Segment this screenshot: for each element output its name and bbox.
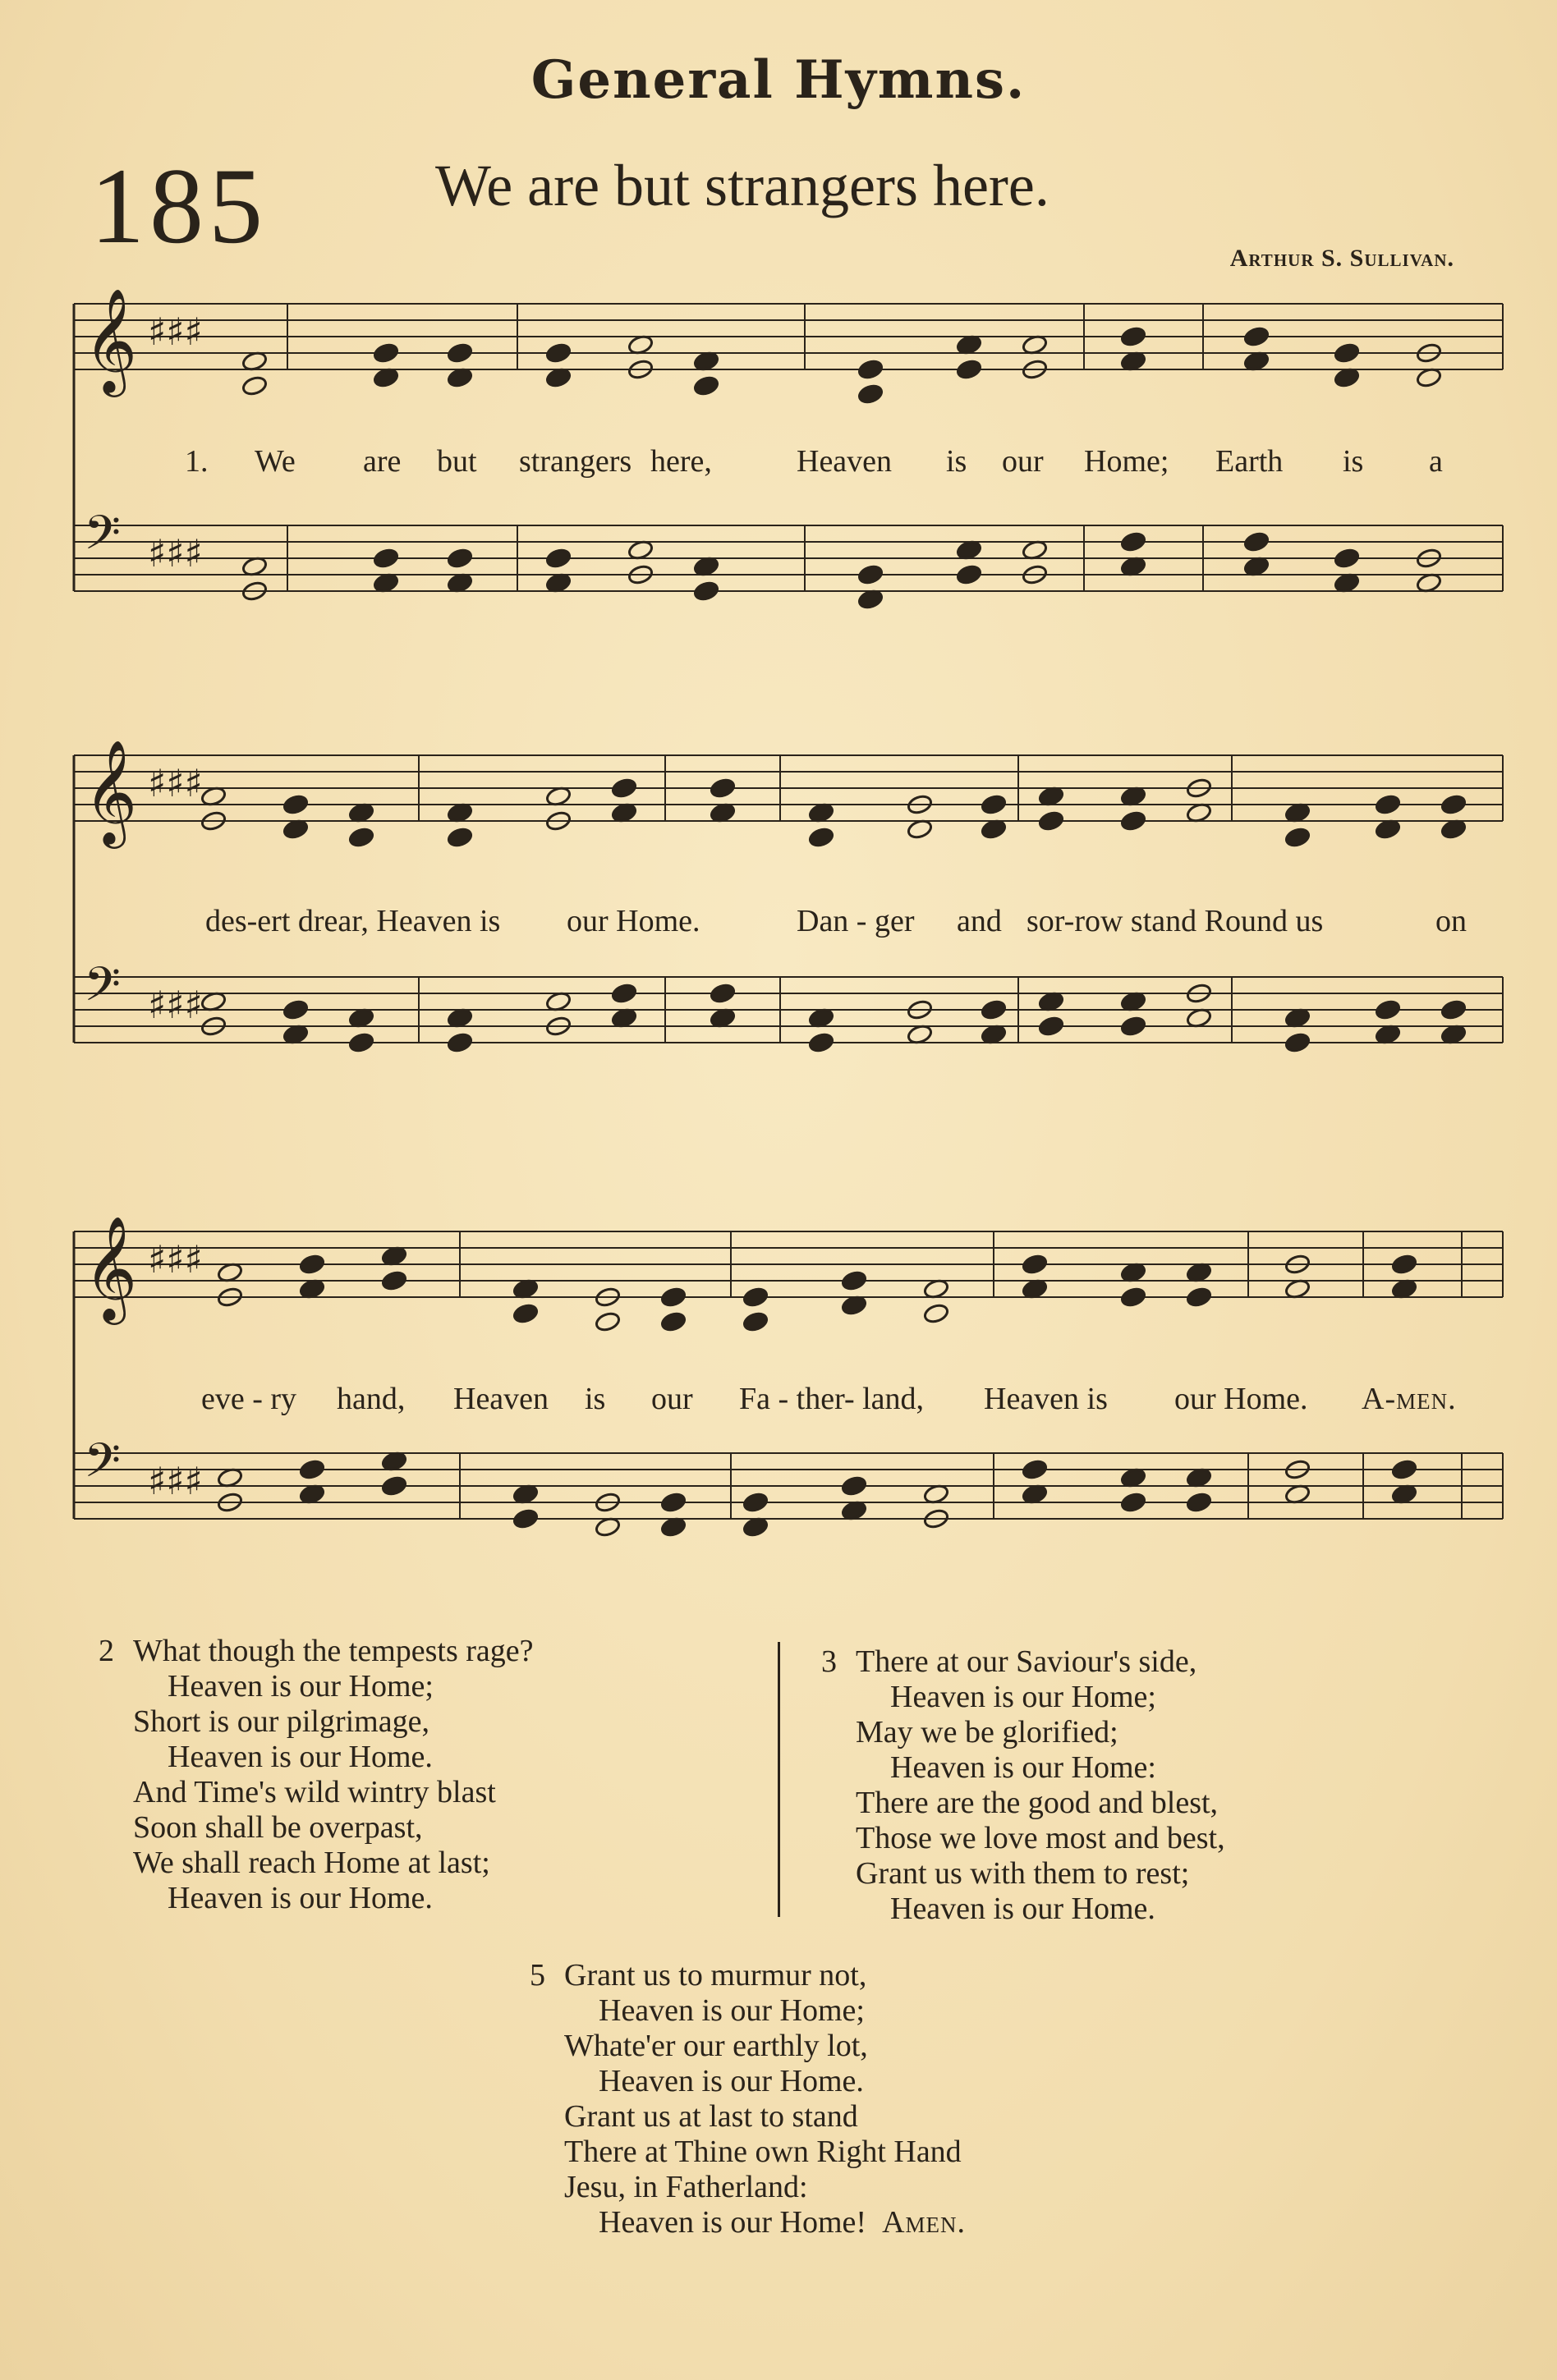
verse-number: 5	[530, 1958, 545, 1993]
note-head-icon	[956, 564, 982, 585]
note-head-icon	[857, 383, 884, 405]
note-head-icon	[595, 1311, 621, 1332]
verse-line: What though the tempests rage?	[133, 1634, 534, 1668]
note-head-icon	[1391, 1459, 1417, 1480]
note-head-icon	[742, 1286, 769, 1308]
lyric-syllable: Home;	[1084, 444, 1169, 479]
note-head-icon	[660, 1492, 687, 1513]
note-head-icon	[841, 1270, 867, 1291]
verse-line: Those we love most and best,	[856, 1821, 1225, 1855]
note-head-icon	[545, 342, 572, 364]
note-head-icon	[1120, 531, 1146, 553]
hymn-title: We are but strangers here.	[435, 153, 1049, 218]
bass-clef-icon: 𝄢	[84, 956, 122, 1024]
note-head-icon	[693, 580, 719, 602]
verse-line: May we be glorified;	[856, 1715, 1118, 1749]
note-head-icon	[1391, 1254, 1417, 1275]
note-head-icon	[447, 827, 473, 848]
lyric-syllable: eve - ry	[201, 1382, 297, 1416]
lyric-syllable: Earth	[1215, 444, 1284, 479]
note-head-icon	[1120, 326, 1146, 347]
note-head-icon	[1120, 1016, 1146, 1037]
note-head-icon	[710, 777, 736, 799]
note-head-icon	[1120, 1286, 1146, 1308]
verse-line: Heaven is our Home.	[599, 2064, 864, 2098]
lyric-syllable: are	[363, 444, 402, 479]
verse-line: Whate'er our earthly lot,	[564, 2029, 868, 2063]
note-head-icon	[447, 548, 473, 569]
verse-number: 3	[821, 1644, 837, 1679]
note-head-icon	[241, 375, 268, 397]
note-head-icon	[923, 1303, 949, 1324]
music-system-3	[66, 1190, 1511, 1576]
note-head-icon	[1375, 794, 1401, 815]
note-head-icon	[981, 794, 1007, 815]
note-head-icon	[1022, 1459, 1048, 1480]
note-head-icon	[282, 794, 309, 815]
note-head-icon	[373, 342, 399, 364]
music-system-1	[66, 279, 1511, 649]
hymn-number: 185	[90, 145, 268, 266]
lyric-syllable: Dan - ger	[797, 904, 915, 938]
key-signature-icon: ♯♯♯	[148, 1237, 203, 1282]
amen-label: Amen.	[882, 2205, 967, 2240]
verse-number: 2	[99, 1634, 114, 1668]
lyric-syllable: We	[255, 444, 296, 479]
lyric-syllable: and	[957, 904, 1002, 938]
verse-line: Heaven is our Home;	[890, 1680, 1156, 1714]
running-head: General Hymns.	[530, 49, 1027, 111]
treble-clef-icon: 𝄞	[84, 739, 138, 844]
lyric-syllable: sor-row stand Round us	[1027, 904, 1324, 938]
lyric-syllable: is	[585, 1382, 606, 1416]
key-signature-icon: ♯♯♯	[148, 310, 203, 354]
verse-line: Soon shall be overpast,	[133, 1810, 423, 1845]
amen-label: A-men.	[1362, 1382, 1457, 1416]
bass-clef-icon: 𝄢	[84, 505, 122, 572]
note-head-icon	[660, 1286, 687, 1308]
lyric-syllable: Fa - ther- land,	[739, 1382, 925, 1416]
note-head-icon	[660, 1311, 687, 1332]
verse-line: Heaven is our Home:	[890, 1750, 1156, 1785]
note-head-icon	[373, 548, 399, 569]
verse-line: We shall reach Home at last;	[133, 1846, 490, 1880]
note-head-icon	[282, 999, 309, 1020]
verse-line: Grant us to murmur not,	[564, 1958, 867, 1993]
note-head-icon	[1243, 326, 1270, 347]
verse-line: Heaven is our Home.	[890, 1892, 1155, 1926]
verse-line: Heaven is our Home.	[168, 1740, 433, 1774]
note-head-icon	[512, 1303, 539, 1324]
verse-line: Heaven is our Home;	[168, 1669, 434, 1704]
lyric-syllable: a	[1429, 444, 1443, 479]
lyric-syllable: strangers	[519, 444, 632, 479]
note-head-icon	[742, 1492, 769, 1513]
composer-credit: Arthur S. Sullivan.	[1229, 245, 1454, 272]
verse-5	[530, 1958, 966, 2240]
note-head-icon	[742, 1311, 769, 1332]
treble-clef-icon: 𝄞	[84, 287, 138, 392]
note-head-icon	[447, 1032, 473, 1053]
note-head-icon	[299, 1459, 325, 1480]
verse-3	[821, 1644, 1225, 1927]
note-head-icon	[611, 777, 637, 799]
lyric-syllable: our	[651, 1382, 693, 1416]
verse-column-divider	[778, 1642, 780, 1917]
note-head-icon	[381, 1475, 407, 1497]
bass-clef-icon: 𝄢	[84, 1433, 122, 1500]
note-head-icon	[1284, 827, 1311, 848]
verse-2	[99, 1634, 534, 1916]
lyric-syllable: our	[1002, 444, 1044, 479]
lyric-syllable: des-ert drear, Heaven is	[205, 904, 501, 938]
note-head-icon	[710, 983, 736, 1004]
verse-line: Grant us with them to rest;	[856, 1856, 1190, 1891]
verse-line: Short is our pilgrimage,	[133, 1704, 429, 1739]
note-head-icon	[1243, 531, 1270, 553]
lyric-syllable: Heaven	[453, 1382, 549, 1416]
note-head-icon	[1440, 999, 1467, 1020]
note-head-icon	[808, 1032, 834, 1053]
verse-line: There at our Saviour's side,	[856, 1644, 1197, 1679]
music-system-2	[66, 731, 1511, 1100]
key-signature-icon: ♯♯♯	[148, 531, 203, 576]
verse-line: Heaven is our Home.	[168, 1881, 433, 1915]
lyric-syllable: Heaven	[797, 444, 893, 479]
note-head-icon	[1186, 1492, 1212, 1513]
note-head-icon	[1334, 548, 1360, 569]
verse-line: There at Thine own Right Hand	[564, 2135, 962, 2169]
lyric-syllable: on	[1435, 904, 1467, 938]
note-head-icon	[808, 827, 834, 848]
verse-line: Heaven is our Home;	[599, 1993, 865, 2028]
note-head-icon	[1038, 810, 1064, 832]
note-head-icon	[348, 1032, 374, 1053]
note-head-icon	[1284, 1032, 1311, 1053]
verse-line: Grant us at last to stand	[564, 2099, 858, 2134]
note-head-icon	[1120, 810, 1146, 832]
key-signature-icon: ♯♯♯	[148, 1459, 203, 1503]
lyric-syllable: our Home.	[567, 904, 700, 938]
verse-line: There are the good and blest,	[856, 1786, 1219, 1820]
verse-line: Jesu, in Fatherland:	[564, 2170, 808, 2204]
lyric-syllable: is	[946, 444, 967, 479]
lyric-syllable: Heaven is	[984, 1382, 1108, 1416]
lyric-syllable: hand,	[337, 1382, 406, 1416]
note-head-icon	[693, 375, 719, 397]
note-head-icon	[1038, 1016, 1064, 1037]
note-head-icon	[348, 827, 374, 848]
note-head-icon	[611, 983, 637, 1004]
note-head-icon	[1375, 999, 1401, 1020]
note-head-icon	[841, 1475, 867, 1497]
note-head-icon	[1120, 1492, 1146, 1513]
note-head-icon	[545, 548, 572, 569]
note-head-icon	[447, 342, 473, 364]
note-head-icon	[857, 359, 884, 380]
note-head-icon	[956, 359, 982, 380]
verse-line: Heaven is our Home!	[599, 2205, 867, 2240]
treble-clef-icon: 𝄞	[84, 1215, 138, 1320]
note-head-icon	[512, 1508, 539, 1529]
key-signature-icon: ♯♯♯	[148, 983, 203, 1027]
note-head-icon	[1022, 1254, 1048, 1275]
lyric-syllable: here,	[650, 444, 712, 479]
note-head-icon	[857, 564, 884, 585]
note-head-icon	[1440, 794, 1467, 815]
lyric-syllable: our Home.	[1174, 1382, 1308, 1416]
verse-number-1: 1.	[185, 444, 209, 479]
note-head-icon	[981, 999, 1007, 1020]
note-head-icon	[1334, 342, 1360, 364]
lyric-syllable: is	[1343, 444, 1364, 479]
note-head-icon	[381, 1270, 407, 1291]
note-head-icon	[299, 1254, 325, 1275]
key-signature-icon: ♯♯♯	[148, 761, 203, 805]
verse-line: And Time's wild wintry blast	[133, 1775, 496, 1809]
lyric-syllable: but	[437, 444, 477, 479]
note-head-icon	[1186, 1286, 1212, 1308]
